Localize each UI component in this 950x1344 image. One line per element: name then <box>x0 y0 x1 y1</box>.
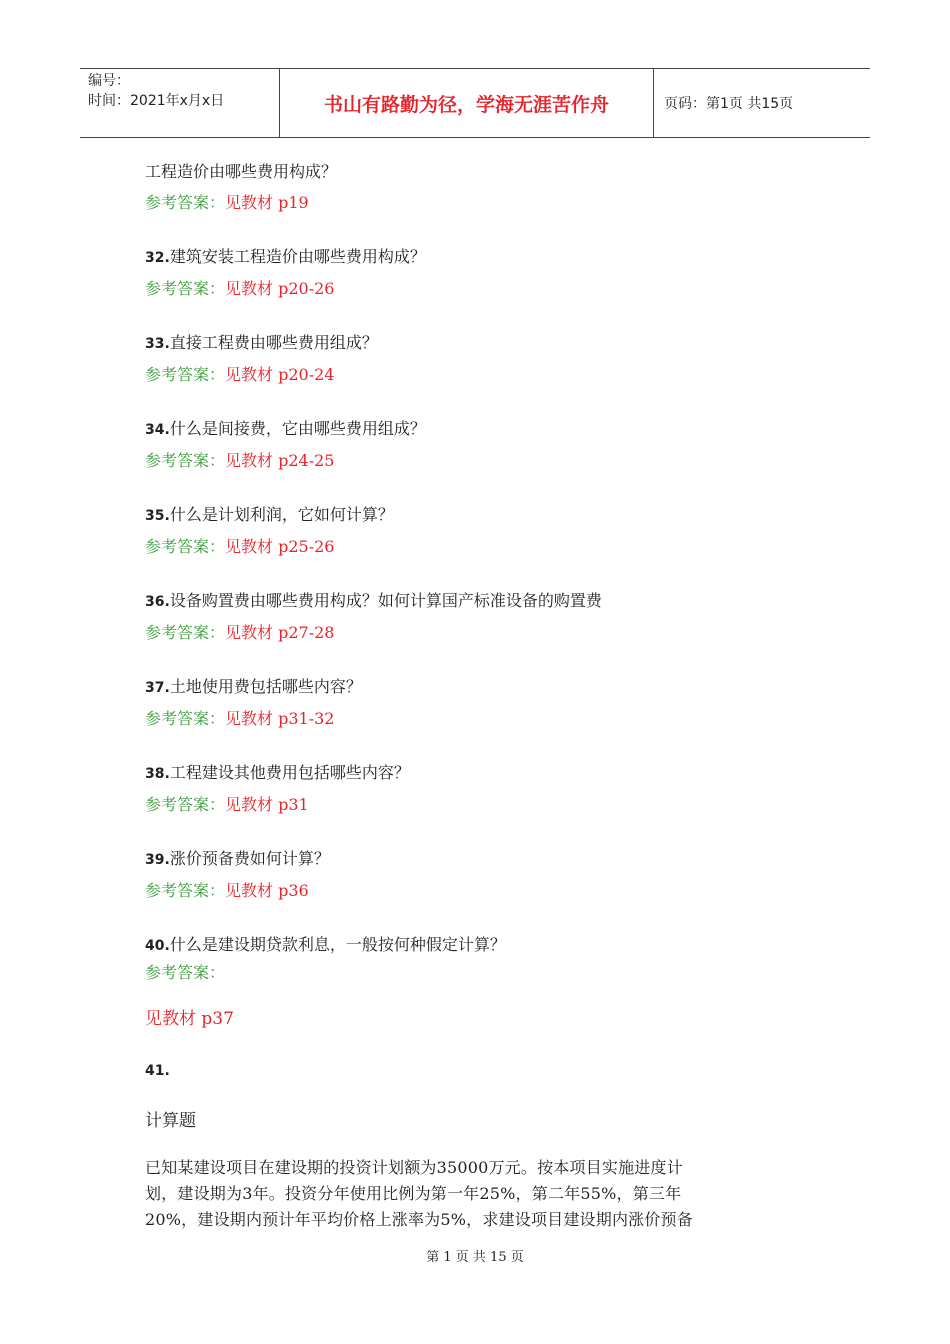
question-number: 33. <box>145 336 170 352</box>
answer-label: 参考答案： <box>145 795 226 814</box>
question-number: 34. <box>145 422 170 438</box>
answer-value: 见教材 p20-24 <box>225 365 335 384</box>
header-page-info: 页码：第1页 共15页 <box>664 96 794 112</box>
answer-item <box>145 535 805 559</box>
question-item <box>145 761 805 786</box>
problem-line: 20%，建设期内预计年平均价格上涨率为5%，求建设项目建设期内涨价预备 <box>145 1210 693 1229</box>
problem-line: 划，建设期为3年。投资分年使用比例为第一年25%，第二年55%，第三年 <box>145 1184 682 1203</box>
answer-label-40: 参考答案： <box>145 963 226 982</box>
question-number: 36. <box>145 594 170 610</box>
answer-value: 见教材 p20-26 <box>225 279 335 298</box>
question-item <box>145 503 805 528</box>
answer-label: 参考答案： <box>145 623 226 642</box>
answer-item <box>145 707 805 731</box>
answer-value: 见教材 p31-32 <box>225 709 335 728</box>
answer-item <box>145 449 805 473</box>
question-text: 建筑安装工程造价由哪些费用构成？ <box>169 247 426 266</box>
answer-label: 参考答案： <box>145 193 226 212</box>
question-item <box>145 245 805 270</box>
intro-question: 工程造价由哪些费用构成？ <box>145 162 338 181</box>
answer-label: 参考答案： <box>145 709 226 728</box>
question-list <box>145 245 805 903</box>
question-item <box>145 847 805 872</box>
question-text: 什么是计划利润，它如何计算？ <box>169 505 394 524</box>
question-number: 40. <box>145 938 170 954</box>
answer-item <box>145 621 805 645</box>
page-header <box>80 68 870 138</box>
question-40 <box>145 933 805 958</box>
intro-answer <box>145 191 805 215</box>
question-number: 32. <box>145 250 170 266</box>
question-text: 设备购置费由哪些费用构成？如何计算国产标准设备的购置费 <box>169 591 602 610</box>
code-label: 编号： <box>88 73 130 89</box>
header-motto: 书山有路勤为径，学海无涯苦作舟 <box>280 69 654 137</box>
answer-label: 参考答案： <box>145 279 226 298</box>
answer-label: 参考答案： <box>145 365 226 384</box>
answer-value: 见教材 p31 <box>225 795 309 814</box>
question-41-number: 41. <box>145 1063 170 1079</box>
header-meta <box>80 69 280 137</box>
question-text: 工程建设其他费用包括哪些内容？ <box>169 763 410 782</box>
answer-label: 参考答案： <box>145 451 226 470</box>
question-number: 39. <box>145 852 170 868</box>
question-item <box>145 417 805 442</box>
question-text: 涨价预备费如何计算？ <box>169 849 330 868</box>
problem-line: 已知某建设项目在建设期的投资计划额为35000万元。按本项目实施进度计 <box>145 1158 683 1177</box>
answer-item <box>145 793 805 817</box>
answer-value: 见教材 p27-28 <box>225 623 335 642</box>
question-text: 什么是间接费，它由哪些费用组成？ <box>169 419 426 438</box>
answer-value: 见教材 p36 <box>225 881 309 900</box>
question-item <box>145 589 805 614</box>
answer-item <box>145 277 805 301</box>
question-item <box>145 675 805 700</box>
answer-value: 见教材 p19 <box>225 193 309 212</box>
question-number: 35. <box>145 508 170 524</box>
answer-item <box>145 879 805 903</box>
section-title: 计算题 <box>145 1111 196 1131</box>
answer-item <box>145 363 805 387</box>
answer-value-40: 见教材 p37 <box>145 1009 234 1029</box>
answer-label: 参考答案： <box>145 537 226 556</box>
answer-label: 参考答案： <box>145 881 226 900</box>
answer-value: 见教材 p24-25 <box>225 451 335 470</box>
question-item <box>145 331 805 356</box>
date-label: 时间：2021年x月x日 <box>88 93 225 109</box>
answer-value: 见教材 p25-26 <box>225 537 335 556</box>
question-text: 什么是建设期贷款利息，一般按何种假定计算？ <box>169 935 506 954</box>
question-number: 37. <box>145 680 170 696</box>
document-body <box>145 160 805 1233</box>
question-text: 土地使用费包括哪些内容？ <box>169 677 362 696</box>
question-text: 直接工程费由哪些费用组成？ <box>169 333 378 352</box>
question-number: 38. <box>145 766 170 782</box>
page-footer: 第 1 页 共 15 页 <box>426 1250 524 1265</box>
